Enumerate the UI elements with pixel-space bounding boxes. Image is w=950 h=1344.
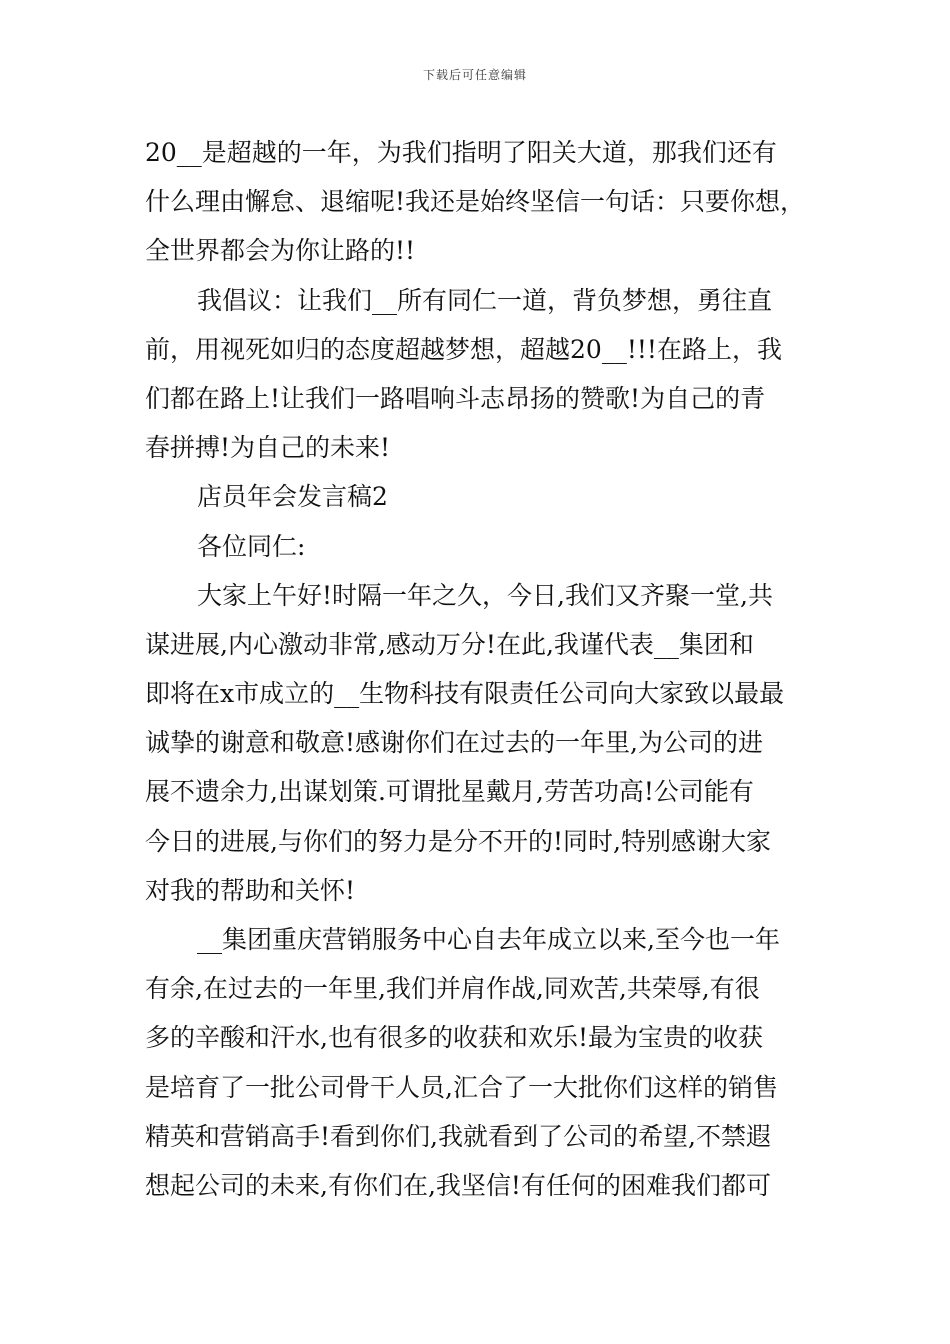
text-line: 精英和营销高手!看到你们,我就看到了公司的希望,不禁遐 — [145, 1121, 771, 1151]
text-line: 有余,在过去的一年里,我们并肩作战,同欢苦,共荣辱,有很 — [145, 974, 760, 1004]
paragraph — [145, 128, 810, 276]
text-line: 大家上午好!时隔一年之久，今日,我们又齐聚一堂,共 — [197, 580, 773, 610]
page-header: 下载后可任意编辑 — [422, 68, 527, 82]
text-line: 诚挚的谢意和敬意!感谢你们在过去的一年里,为公司的进 — [145, 728, 763, 758]
text-line: 20__是超越的一年，为我们指明了阳关大道，那我们还有 — [145, 138, 777, 167]
document-body — [145, 128, 810, 1210]
paragraph — [145, 276, 810, 473]
text-line: __集团重庆营销服务中心自去年成立以来,至今也一年 — [197, 925, 780, 954]
text-line: 今日的进展,与你们的努力是分不开的!同时,特别感谢大家 — [145, 826, 771, 856]
text-line: 是培育了一批公司骨干人员,汇合了一大批你们这样的销售 — [145, 1072, 778, 1102]
text-line: 我倡议：让我们__所有同仁一道，背负梦想，勇往直 — [197, 285, 773, 315]
text-line: 什么理由懈怠、退缩呢!我还是始终坚信一句话：只要你想， — [145, 187, 806, 217]
text-line: 前，用视死如归的态度超越梦想，超越20__!!!在路上，我 — [145, 334, 782, 364]
text-line: 们都在路上!让我们一路唱响斗志昂扬的赞歌!为自己的青 — [145, 383, 766, 413]
text-line: 展不遗余力,出谋划策.可谓批星戴月,劳苦功高!公司能有 — [145, 777, 754, 807]
text-line: 春拼搏!为自己的未来! — [145, 433, 391, 463]
paragraph — [145, 915, 810, 1210]
text-line: 即将在x市成立的__生物科技有限责任公司向大家致以最最 — [145, 679, 785, 709]
text-line: 想起公司的未来,有你们在,我坚信!有任何的困难我们都可 — [145, 1170, 771, 1200]
text-line: 谋进展,内心激动非常,感动万分!在此,我谨代表__集团和 — [145, 629, 754, 659]
text-line: 对我的帮助和关怀! — [145, 875, 356, 905]
paragraph — [145, 571, 810, 915]
salutation: 各位同仁: — [197, 531, 306, 561]
section-heading: 店员年会发言稿2 — [197, 482, 388, 512]
text-line: 多的辛酸和汗水,也有很多的收获和欢乐!最为宝贵的收获 — [145, 1023, 763, 1053]
text-line: 全世界都会为你让路的!! — [145, 236, 416, 266]
